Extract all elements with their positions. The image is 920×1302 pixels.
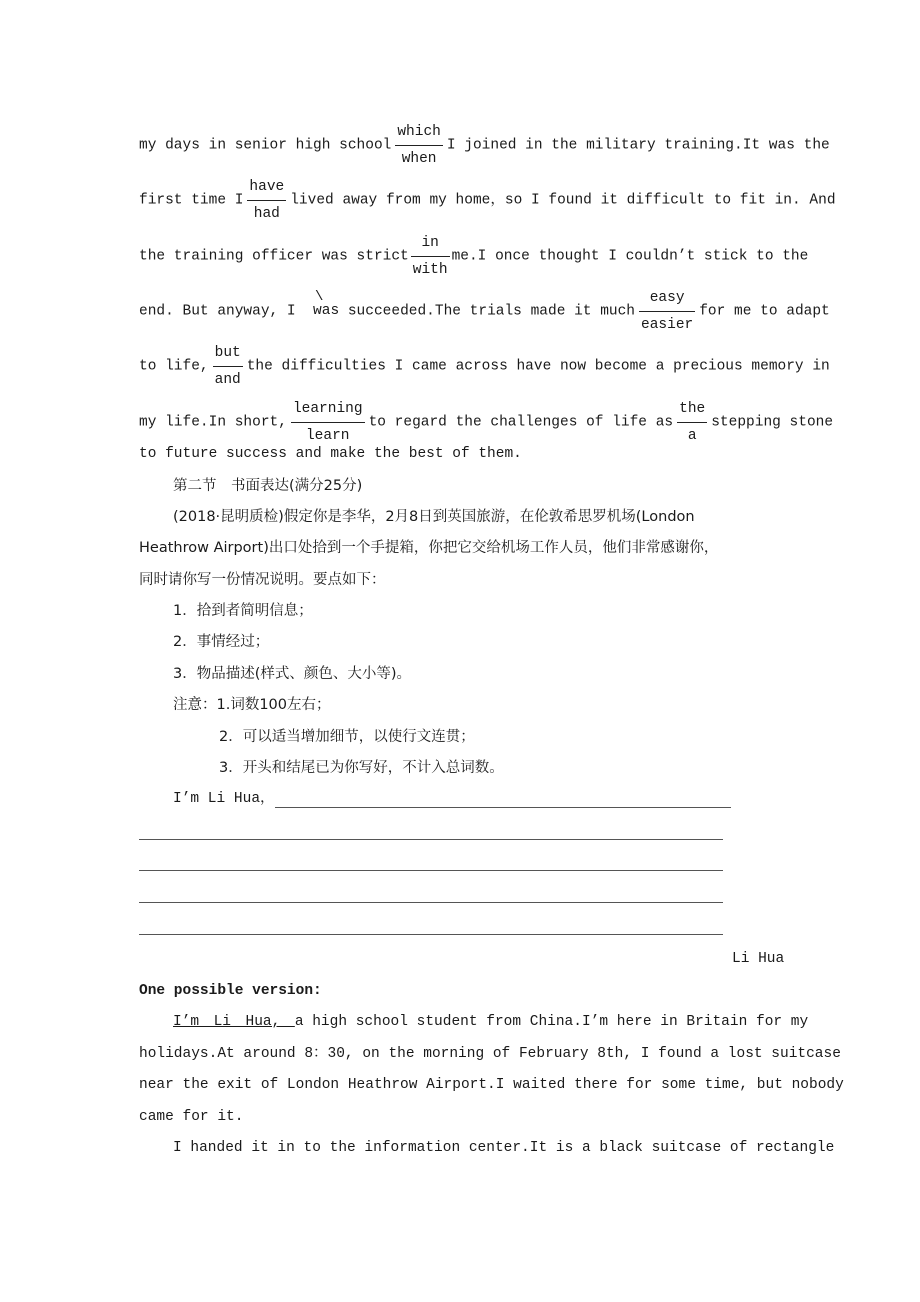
opening-text: I’m Li Hua， (173, 791, 275, 807)
text: to life, (139, 358, 209, 375)
text: the difficulties I came across have now become a precious memory in (246, 358, 830, 375)
fraction-bottom: when (395, 145, 443, 167)
text: to regard the challenges of life as (368, 414, 674, 431)
correction-fraction (291, 402, 365, 443)
writing-line (275, 807, 731, 808)
correction-fraction (247, 180, 286, 221)
fraction-bottom: learn (291, 422, 365, 444)
correction-line-1 (139, 124, 830, 167)
fraction-top: in (421, 235, 439, 251)
underlined-lead: I’m Li Hua, (173, 1014, 295, 1030)
text: I joined in the military training.It was the (446, 137, 830, 154)
fraction-top: which (397, 124, 441, 140)
text: the training officer was strict (139, 248, 409, 265)
correction-line-4 (139, 289, 830, 333)
correction-line-3 (139, 235, 809, 278)
text: my life.In short, (139, 414, 287, 431)
deleted-word (313, 289, 340, 323)
fraction-top: the (679, 401, 706, 417)
signature: Li Hua (732, 951, 785, 967)
correction-line-7: to future success and make the best of them. (139, 446, 522, 462)
text: lived away from my home，so I found it difficult to fit in. And (290, 192, 836, 209)
section-heading: 第二节 书面表达(满分25分) (173, 478, 363, 494)
text: me.I once thought I couldn’t stick to the (451, 248, 809, 265)
fraction-top: easy (649, 290, 685, 306)
answer-line: came for it. (139, 1109, 244, 1125)
point-item: 1．拾到者简明信息； (173, 603, 313, 619)
answer-line: near the exit of London Heathrow Airport.I waited there for some time, but nobody (139, 1077, 844, 1093)
prompt-line: Heathrow Airport)出口处拾到一个手提箱，你把它交给机场工作人员，他们非常感谢你， (139, 540, 719, 556)
note-item: 3．开头和结尾已为你写好，不计入总词数。 (219, 760, 504, 776)
correction-fraction (677, 402, 707, 443)
correction-fraction (411, 236, 450, 277)
writing-line (139, 870, 723, 871)
text: end. But anyway, I (139, 303, 296, 320)
text: for me to adapt (699, 303, 830, 320)
point-item: 2．事情经过； (173, 634, 270, 650)
correction-line-2 (139, 179, 836, 222)
writing-line (139, 902, 723, 903)
text: a high school student from China.I’m here in Britain for my (294, 1014, 809, 1030)
fraction-bottom: and (213, 366, 243, 388)
prompt-line: 同时请你写一份情况说明。要点如下： (139, 572, 386, 588)
fraction-bottom: with (411, 256, 450, 278)
answer-line: holidays.At around 8：30, on the morning of February 8th, I found a lost suitcase (139, 1046, 841, 1062)
correction-fraction (213, 346, 243, 387)
correction-line-6 (139, 401, 834, 444)
fraction-top: but (214, 345, 241, 361)
text: first time I (139, 192, 244, 209)
answer-line (173, 1011, 809, 1033)
text: was (313, 303, 340, 320)
fraction-top: have (249, 179, 285, 195)
note-item: 2．可以适当增加细节，以使行文连贯； (219, 729, 475, 745)
deletion-mark: \ (315, 289, 324, 306)
prompt-line: (2018·昆明质检)假定你是李华，2月8日到英国旅游，在伦敦希思罗机场(London (173, 509, 695, 525)
text: stepping stone (711, 414, 834, 431)
writing-line (139, 934, 723, 935)
note-label: 注意：1.词数100左右； (173, 697, 331, 713)
correction-line-5 (139, 345, 830, 388)
fraction-bottom: a (677, 422, 707, 444)
text: my days in senior high school (139, 137, 392, 154)
writing-line (139, 839, 723, 840)
answer-line: I handed it in to the information center.It is a black suitcase of rectangle (173, 1140, 835, 1156)
fraction-bottom: easier (639, 311, 695, 333)
answer-heading: One possible version: (139, 983, 322, 999)
correction-fraction (395, 125, 443, 166)
text: succeeded.The trials made it much (347, 303, 636, 320)
point-item: 3．物品描述(样式、颜色、大小等)。 (173, 666, 412, 682)
fraction-bottom: had (247, 200, 286, 222)
correction-fraction (639, 291, 695, 332)
fraction-top: learning (292, 401, 363, 417)
